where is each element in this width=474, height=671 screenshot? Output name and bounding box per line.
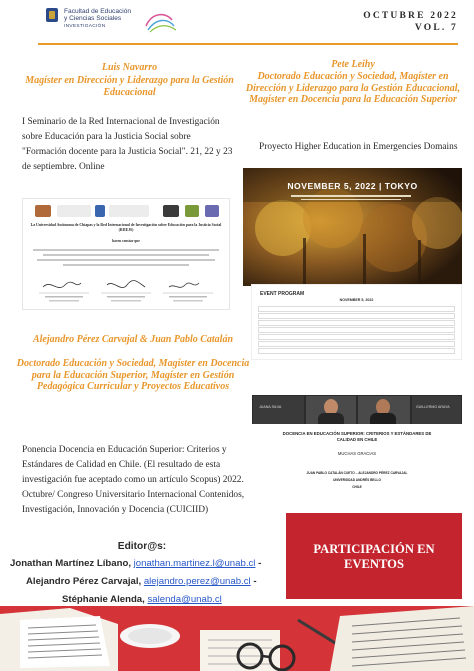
logo-text-line-2: y Ciencias Sociales bbox=[64, 15, 122, 22]
editors-heading: Editor@s: bbox=[117, 541, 167, 552]
editor-email-link[interactable]: jonathan.martinez.l@unab.cl bbox=[133, 558, 256, 569]
header-divider bbox=[38, 43, 458, 45]
faculty-logo bbox=[46, 6, 146, 36]
editor-email-link[interactable]: salenda@unab.cl bbox=[147, 594, 222, 605]
presentation-university: UNIVERSIDAD ANDRÉS BELLO bbox=[333, 478, 381, 482]
participant-name: GUILLERMO ARAYA bbox=[416, 405, 450, 409]
certificate-signatures bbox=[37, 273, 217, 307]
seminar-certificate-image bbox=[22, 198, 230, 310]
profile-alejandro-degree: Doctorado Educación y Sociedad, Magíster en Docencia para la Educación Superior, Magíster en Gestión Pedagógica Curricular y Proyectos Educativos bbox=[16, 358, 250, 392]
profile-alejandro-name: Alejandro Pérez Carvajal & Juan Pablo Catalán bbox=[32, 334, 234, 345]
presentation-authors: JUAN PABLO CATALÁN CUETO – ALEJANDRO PÉREZ CARVAJAL bbox=[306, 471, 408, 475]
editor-name: Alejandro Pérez Carvajal, bbox=[26, 576, 144, 587]
logo-text-line-1: Facultad de Educación bbox=[64, 8, 132, 15]
event-banner-title: NOVEMBER 5, 2022 | TOKYO bbox=[287, 181, 418, 191]
presentation-country: CHILE bbox=[352, 485, 362, 489]
participant-name: JUANA SILVA bbox=[259, 405, 282, 409]
certificate-logo-icon bbox=[163, 205, 179, 217]
edition-date: OCTUBRE 2022 bbox=[363, 11, 458, 21]
certificate-logo-icon bbox=[57, 205, 91, 217]
presentation-title-line-1: DOCENCIA EN EDUCACIÓN SUPERIOR: CRITERIOS Y ESTÁNDARES DE bbox=[282, 431, 432, 436]
desk-photo-illustration bbox=[0, 606, 474, 671]
video-call-participants-bar bbox=[252, 395, 462, 424]
profile-alejandro-description: Ponencia Docencia en Educación Superior: Criterios y Estándares de Calidad en Chile. (El resultado de esta investigación fue aceptado como un artículo Scopus) 2022. Octubre/ Congreso Universitario Internacional Contenidos, Investigación, Innovación y Docencia (CUICIID) bbox=[22, 445, 245, 515]
participation-events-box bbox=[286, 513, 462, 599]
event-banner-subtitle-lines bbox=[291, 194, 411, 200]
event-program-date: NOVEMBER 5, 2022 bbox=[339, 298, 374, 302]
certificate-headline: La Universidad Autónoma de Chiapas y la Red Internacional de Investigación sobre Educación para la Justicia Social (RIIEJS) bbox=[30, 223, 222, 232]
profile-luis-description: I Seminario de la Red Internacional de Investigación sobre Educación para la Justicia Social sobre "Formación docente para la Justicia Social". 21, 22 y 23 de septiembre. Online bbox=[22, 117, 233, 172]
editor-line: Jonathan Martínez Líbano, jonathan.martinez.l@unab.cl - bbox=[10, 558, 262, 569]
event-program-image bbox=[251, 284, 462, 360]
profile-luis-name: Luis Navarro bbox=[101, 62, 158, 73]
profile-pete-description: Proyecto Higher Education in Emergencies Domains bbox=[259, 142, 458, 152]
editor-line: Alejandro Pérez Carvajal, alejandro.perez@unab.cl - bbox=[26, 576, 257, 587]
presentation-title-line-2: CALIDAD EN CHILE bbox=[336, 437, 378, 442]
profile-luis-degree: Magíster en Dirección y Liderazgo para la Gestión Educacional bbox=[25, 75, 234, 98]
presentation-thanks: MUCHAS GRACIAS bbox=[337, 451, 377, 456]
event-banner-image bbox=[243, 168, 462, 286]
logo-swirl-icon bbox=[142, 10, 178, 34]
editor-name: Jonathan Martínez Líbano, bbox=[10, 558, 134, 569]
profile-pete-name: Pete Leihy bbox=[331, 59, 375, 70]
editor-name: Stéphanie Alenda, bbox=[62, 594, 148, 605]
certificate-logo-icon bbox=[35, 205, 51, 217]
certificate-logo-icon bbox=[109, 205, 149, 217]
profile-pete-degree: Doctorado Educación y Sociedad, Magíster en Dirección y Liderazgo para la Gestión Educacional, Magíster en Docencia para la Educación Superior bbox=[245, 71, 461, 105]
video-call-screenshot bbox=[252, 395, 462, 499]
desk-photo-footer bbox=[0, 606, 474, 671]
certificate-logo-icon bbox=[205, 205, 219, 217]
logo-text-line-3: INVESTIGACIÓN bbox=[64, 24, 106, 29]
edition-volume: VOL. 7 bbox=[414, 23, 458, 33]
event-program-title: EVENT PROGRAM bbox=[260, 291, 305, 297]
participation-heading: PARTICIPACIÓN EN EVENTOS bbox=[313, 542, 435, 571]
certificate-logo-icon bbox=[185, 205, 199, 217]
certificate-logo-icon bbox=[95, 205, 105, 217]
edition-info bbox=[363, 10, 458, 34]
editor-email-link[interactable]: alejandro.perez@unab.cl bbox=[143, 576, 251, 587]
university-crest-icon bbox=[46, 8, 58, 22]
editor-line bbox=[62, 594, 222, 605]
certificate-subhead: hacen constar que bbox=[112, 239, 140, 243]
